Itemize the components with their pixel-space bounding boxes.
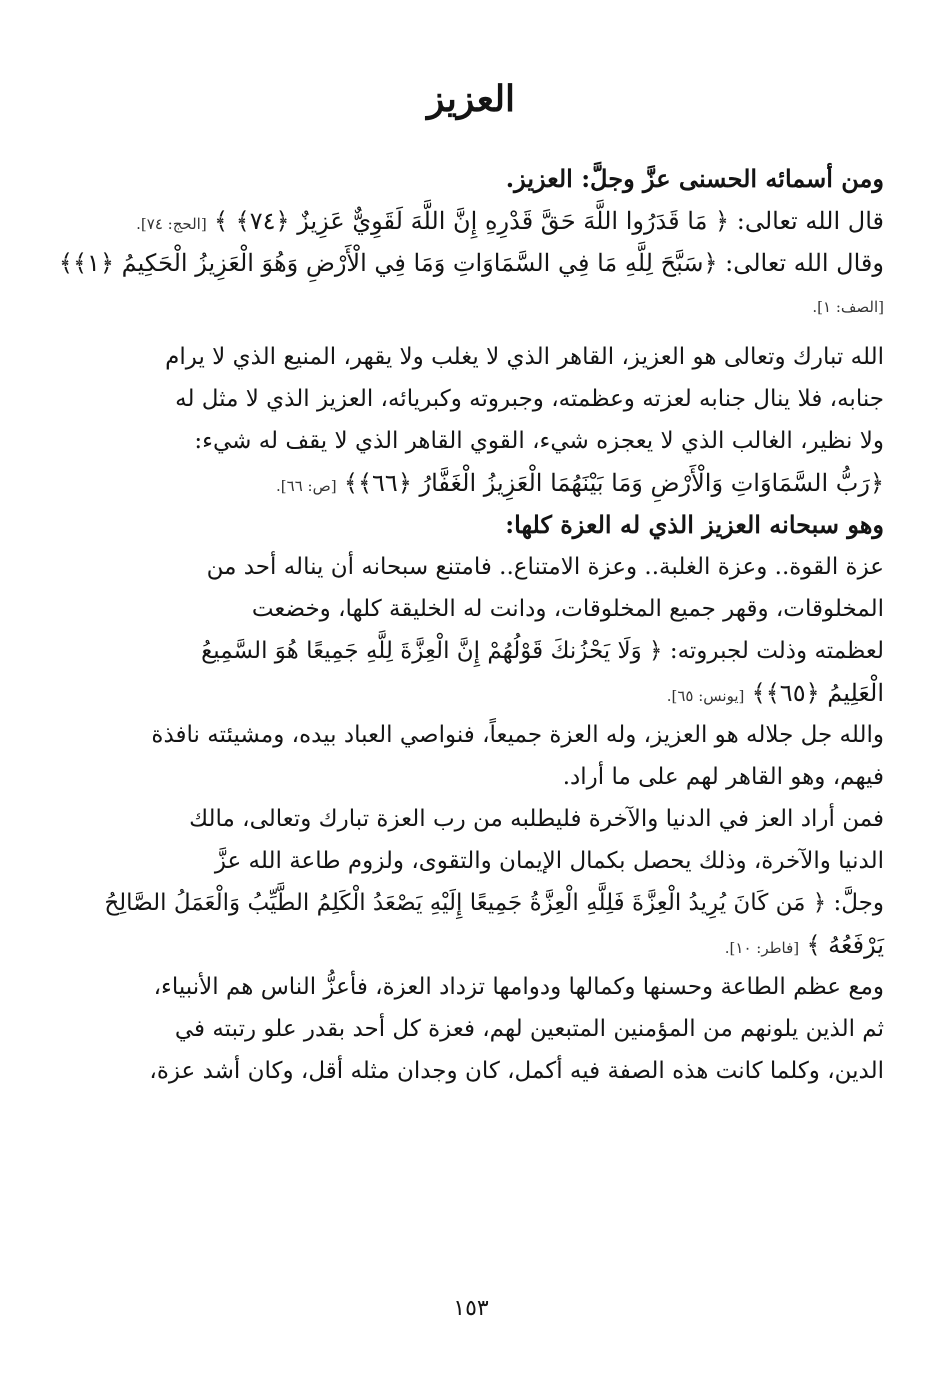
spacer [118,326,884,336]
verse-sad: ﴿رَبُّ السَّمَاوَاتِ وَالْأَرْضِ وَمَا بَيْنَهُمَا الْعَزِيزُ الْغَفَّارُ ﴿٦٦﴾﴾ [343,469,884,497]
paragraph-1-line: جنابه، فلا ينال جنابه لعزته وعظمته، وجبروته وكبريائه، العزيز الذي لا مثل له [175,386,884,412]
verse-fatir-end: يَرْفَعُهُ ﴾ [806,931,884,959]
paragraph-2-line: المخلوقات، وقهر جميع المخلوقات، ودانت له الخليقة كلها، وخضعت [251,596,884,622]
paragraph-5-line: ومع عظم الطاعة وحسنها وكمالها ودوامها تزداد العزة، فأعزُّ الناس هم الأنبياء، [153,974,884,1000]
paragraph-5-line: ثم الذين يلونهم من المؤمنين المتبعين لهم، فعزة كل أحد بقدر علو رتبته في [174,1016,884,1042]
paragraph-4-line: فمن أراد العز في الدنيا والآخرة فليطلبه من رب العزة تبارك وتعالى، مالك [189,806,884,832]
verse-yunus-end: الْعَلِيمُ ﴿٦٥﴾﴾ [751,679,884,707]
paragraph-3-line: والله جل جلاله هو العزيز، وله العزة جميعاً، فنواصي العباد بيده، ومشيئته نافذة [151,722,884,748]
paragraph-5-line: الدين، وكلما كانت هذه الصفة فيه أكمل، كان وجدان مثله أقل، وكان أشد عزة، [149,1058,884,1084]
page-number: ١٥٣ [453,1296,489,1321]
paragraph-1-line: الله تبارك وتعالى هو العزيز، القاهر الذي لا يغلب ولا يقهر، المنيع الذي لا يرام [165,344,884,370]
paragraph-2-line: لعظمته وذلت لجبروته: ﴿ وَلَا يَحْزُنكَ قَوْلُهُمْ إِنَّ الْعِزَّةَ لِلَّهِ جَمِيعًا هُوَ السَّمِيعُ [201,638,884,664]
ref-saff: [الصف: ١]. [812,298,884,316]
verse-line-fatir [118,924,884,966]
ref-hajj: [الحج: ٧٤]. [136,215,207,233]
paragraph-4-line: الدنيا والآخرة، وذلك يحصل بكمال الإيمان والتقوى، ولزوم طاعة الله عزَّ [214,848,884,874]
intro-heading: ومن أسمائه الحسنى عزَّ وجلَّ: العزيز. [505,164,884,193]
ref-sad: [ص: ٦٦]. [276,477,337,495]
paragraph-4-line: وجلَّ: ﴿ مَن كَانَ يُرِيدُ الْعِزَّةَ فَلِلَّهِ الْعِزَّةُ جَمِيعًا إِلَيْهِ يَصْعَدُ الْكَلِمُ الطَّيِّبُ وَالْعَمَلُ الصَّالِحُ [104,890,884,916]
ref-fatir: [فاطر: ١٠]. [724,939,800,957]
ref-yunus: [يونس: ٦٥]. [666,687,745,705]
verse-line-yunus [118,672,884,714]
verse-line-saff [58,242,884,284]
ref-line-saff [118,284,884,326]
paragraph-2-line: عزة القوة.. وعزة الغلبة.. وعزة الامتناع.. فامتنع سبحانه أن يناله أحد من [206,554,884,580]
verse-saff: وقال الله تعالى: ﴿سَبَّحَ لِلَّهِ مَا فِي السَّمَاوَاتِ وَمَا فِي الْأَرْضِ وَهُوَ الْعَزِيزُ الْحَكِيمُ ﴿١﴾﴾ [58,249,884,277]
page-title: العزيز [426,78,516,120]
paragraph-1-line: ولا نظير، الغالب الذي لا يعجزه شيء، القوي القاهر الذي لا يقف له شيء: [194,428,884,454]
verse-line-hajj [118,200,884,242]
paragraph-3-line: فيهم، وهو القاهر لهم على ما أراد. [562,764,884,790]
body-text [58,158,884,1092]
section-heading: وهو سبحانه العزيز الذي له العزة كلها: [505,510,884,539]
verse-hajj: قال الله تعالى: ﴿ مَا قَدَرُوا اللَّهَ حَقَّ قَدْرِهِ إِنَّ اللَّهَ لَقَوِيٌّ عَزِيزٌ ﴿٧٤﴾ ﴾ [213,207,884,235]
verse-line-sad [118,462,884,504]
